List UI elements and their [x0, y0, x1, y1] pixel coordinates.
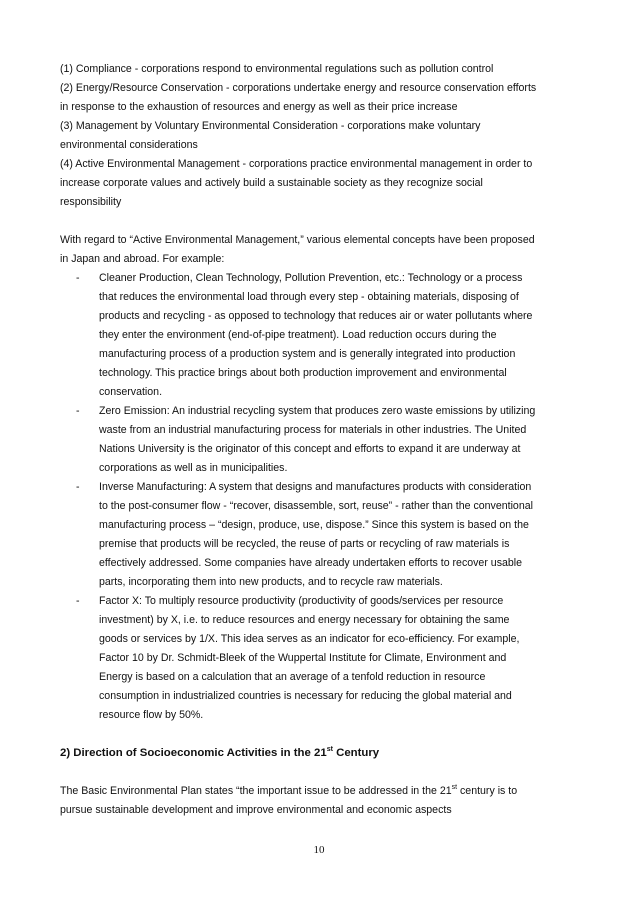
bullet-line: Cleaner Production, Clean Technology, Pollution Prevention, etc.: Technology or a process — [99, 272, 523, 284]
bullet-line: that reduces the environmental load through every step - obtaining materials, disposing of — [99, 291, 519, 303]
section-heading-text: 2) Direction of Socioeconomic Activities in the 21 — [60, 747, 327, 759]
bullet-cleaner-production — [60, 269, 580, 402]
list-line: increase corporate values and actively build a sustainable society as they recognize social — [60, 177, 483, 189]
intro-paragraph — [60, 231, 580, 269]
document-page — [60, 60, 580, 820]
bullet-line: Energy is based on a calculation that an average of a tenfold reduction in resource — [99, 671, 486, 683]
list-line: (2) Energy/Resource Conservation - corporations undertake energy and resource conservation efforts — [60, 82, 537, 94]
bullet-line: investment) by X, i.e. to reduce resources and energy necessary for obtaining the same — [99, 614, 510, 626]
closing-text-end: century is to — [457, 785, 518, 797]
list-line: (4) Active Environmental Management - corporations practice environmental management in order to — [60, 158, 533, 170]
paragraph-line: pursue sustainable development and improve environmental and economic aspects — [60, 804, 452, 816]
closing-paragraph — [60, 782, 580, 820]
bullet-line: technology. This practice brings about both production improvement and environmental — [99, 367, 507, 379]
bullet-line: manufacturing process of a production system and is generally integrated into production — [99, 348, 516, 360]
section-heading — [60, 744, 580, 763]
spacer — [60, 725, 580, 744]
bullet-line: Inverse Manufacturing: A system that designs and manufactures products with consideration — [99, 481, 532, 493]
bullet-line: corporations as well as in municipalities. — [99, 462, 288, 474]
bullet-line: effectively addressed. Some companies have already undertaken efforts to recover usable — [99, 557, 523, 569]
paragraph-line: in Japan and abroad. For example: — [60, 253, 225, 265]
bullet-line: Zero Emission: An industrial recycling system that produces zero waste emissions by utilizing — [99, 405, 536, 417]
bullet-line: Factor X: To multiply resource productivity (productivity of goods/services per resource — [99, 595, 504, 607]
list-line: in response to the exhaustion of resources and energy as well as their price increase — [60, 101, 458, 113]
bullet-line: goods or services by 1/X. This idea serves as an indicator for eco-efficiency. For example, — [99, 633, 520, 645]
bullet-line: products and recycling - as opposed to technology that reduces air or water pollutants where — [99, 310, 533, 322]
bullet-line: waste from an industrial manufacturing process for materials in other industries. The United — [99, 424, 527, 436]
list-line: environmental considerations — [60, 139, 198, 151]
bullet-inverse-manufacturing — [60, 478, 580, 592]
list-line: (1) Compliance - corporations respond to environmental regulations such as pollution control — [60, 63, 494, 75]
closing-superscript: st — [451, 784, 458, 791]
bullet-dash: - — [76, 272, 80, 284]
compliance-list — [60, 60, 580, 212]
bullet-line: parts, incorporating them into new products, and to recycle raw materials. — [99, 576, 443, 588]
bullet-line: to the post-consumer flow - “recover, disassemble, sort, reuse” - rather than the conventional — [99, 500, 533, 512]
list-line: (3) Management by Voluntary Environmental Consideration - corporations make voluntary — [60, 120, 481, 132]
spacer — [60, 212, 580, 231]
bullet-line: premise that products will be recycled, the reuse of parts or recycling of raw materials is — [99, 538, 510, 550]
paragraph-line — [60, 782, 580, 801]
closing-text-start: The Basic Environmental Plan states “the important issue to be addressed in the 21 — [60, 785, 452, 797]
bullet-line: conservation. — [99, 386, 163, 398]
section-heading-superscript: st — [326, 746, 333, 753]
spacer — [60, 763, 580, 782]
bullet-dash: - — [76, 595, 80, 607]
paragraph-line: With regard to “Active Environmental Management,” various elemental concepts have been proposed — [60, 234, 535, 246]
page-number: 10 — [313, 844, 325, 856]
bullet-line: they enter the environment (end-of-pipe treatment). Load reduction occurs during the — [99, 329, 497, 341]
bullet-line: resource flow by 50%. — [99, 709, 204, 721]
bullet-dash: - — [76, 405, 80, 417]
bullet-factor-x — [60, 592, 580, 725]
bullet-dash: - — [76, 481, 80, 493]
bullet-line: manufacturing process – “design, produce, use, dispose.” Since this system is based on the — [99, 519, 529, 531]
list-line: responsibility — [60, 196, 122, 208]
bullet-line: consumption in industrialized countries is necessary for reducing the global material and — [99, 690, 512, 702]
bullet-line: Nations University is the originator of this concept and efforts to expand it are underway at — [99, 443, 521, 455]
bullet-line: Factor 10 by Dr. Schmidt-Bleek of the Wuppertal Institute for Climate, Environment and — [99, 652, 507, 664]
bullet-zero-emission — [60, 402, 580, 478]
section-heading-tail: Century — [332, 747, 380, 759]
